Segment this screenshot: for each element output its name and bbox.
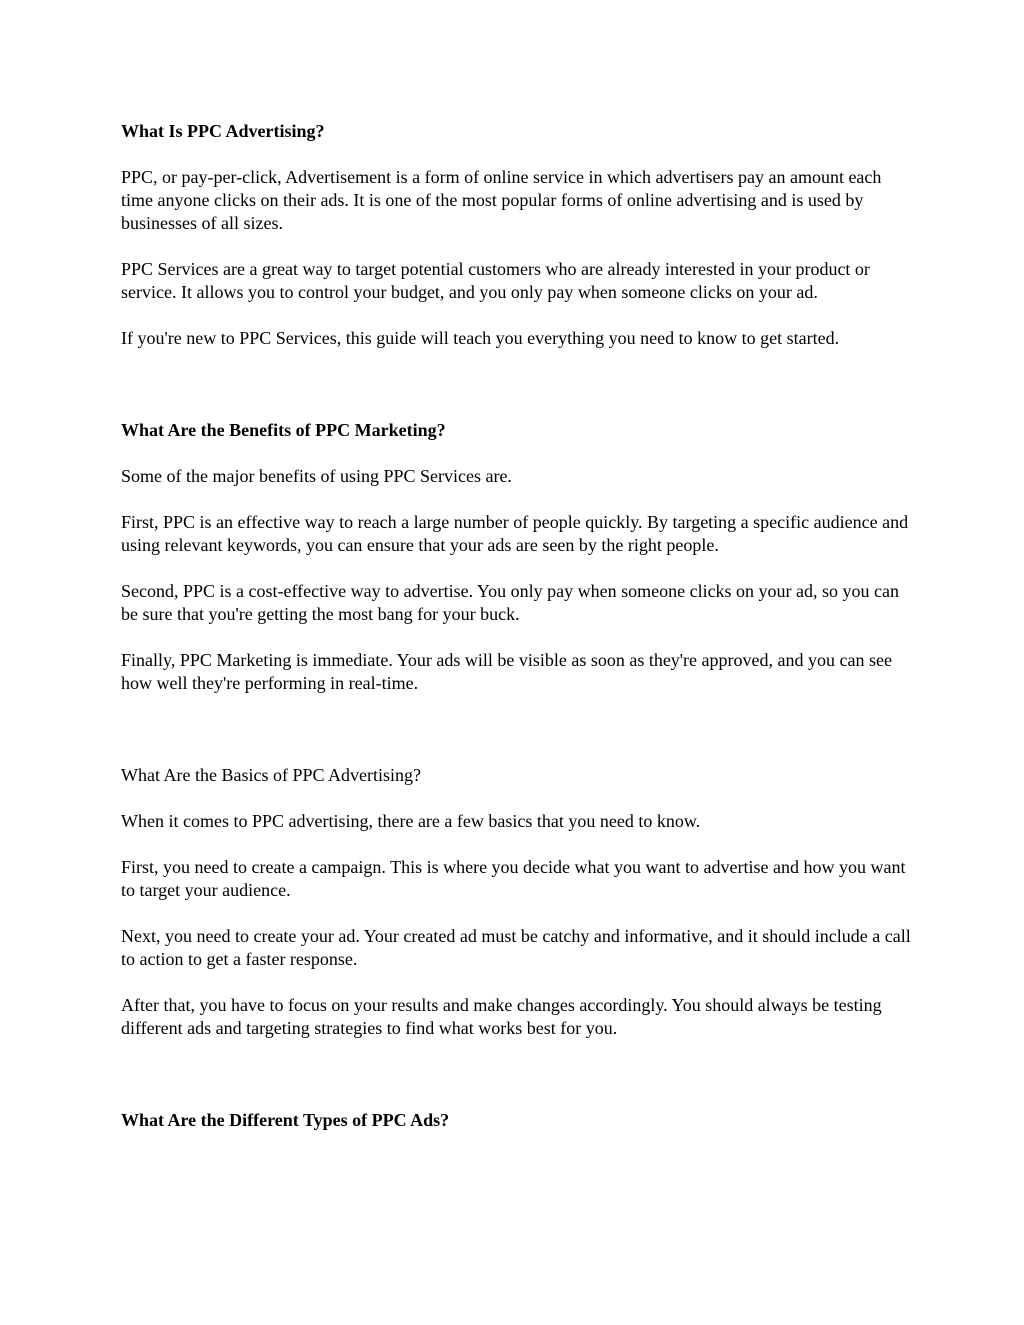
paragraph: Second, PPC is a cost-effective way to advertise. You only pay when someone clicks on your ad, so you can be sure that you're getting the most bang for your buck. bbox=[121, 581, 900, 624]
paragraph: Finally, PPC Marketing is immediate. Your ads will be visible as soon as they're approved, and you can see how well they're performing in real-time. bbox=[121, 650, 892, 693]
section-heading: What Are the Different Types of PPC Ads? bbox=[121, 1110, 450, 1130]
section-heading: What Is PPC Advertising? bbox=[121, 121, 325, 141]
paragraph: First, PPC is an effective way to reach a large number of people quickly. By targeting a specific audience and using relevant keywords, you can ensure that your ads are seen by the right people. bbox=[121, 512, 909, 555]
paragraph: After that, you have to focus on your results and make changes accordingly. You should always be testing different ads and targeting strategies to find what works best for you. bbox=[121, 995, 882, 1038]
section-heading: What Are the Benefits of PPC Marketing? bbox=[121, 420, 446, 440]
section-spacer bbox=[121, 718, 911, 764]
document-page bbox=[121, 120, 911, 1155]
section-spacer bbox=[121, 1063, 911, 1109]
paragraph: PPC Services are a great way to target potential customers who are already interested in your product or service. It allows you to control your budget, and you only pay when someone clicks on your ad. bbox=[121, 259, 870, 302]
paragraph: Next, you need to create your ad. Your created ad must be catchy and informative, and it should include a call to action to get a faster response. bbox=[121, 926, 911, 969]
paragraph: Some of the major benefits of using PPC Services are. bbox=[121, 466, 512, 486]
section-heading: What Are the Basics of PPC Advertising? bbox=[121, 765, 421, 785]
paragraph: PPC, or pay-per-click, Advertisement is a form of online service in which advertisers pay an amount each time anyone clicks on their ads. It is one of the most popular forms of online advertising and is used by businesses of all sizes. bbox=[121, 167, 882, 233]
paragraph: If you're new to PPC Services, this guide will teach you everything you need to know to get started. bbox=[121, 328, 840, 348]
paragraph: When it comes to PPC advertising, there are a few basics that you need to know. bbox=[121, 811, 701, 831]
paragraph: First, you need to create a campaign. This is where you decide what you want to advertise and how you want to target your audience. bbox=[121, 857, 906, 900]
section-spacer bbox=[121, 373, 911, 419]
